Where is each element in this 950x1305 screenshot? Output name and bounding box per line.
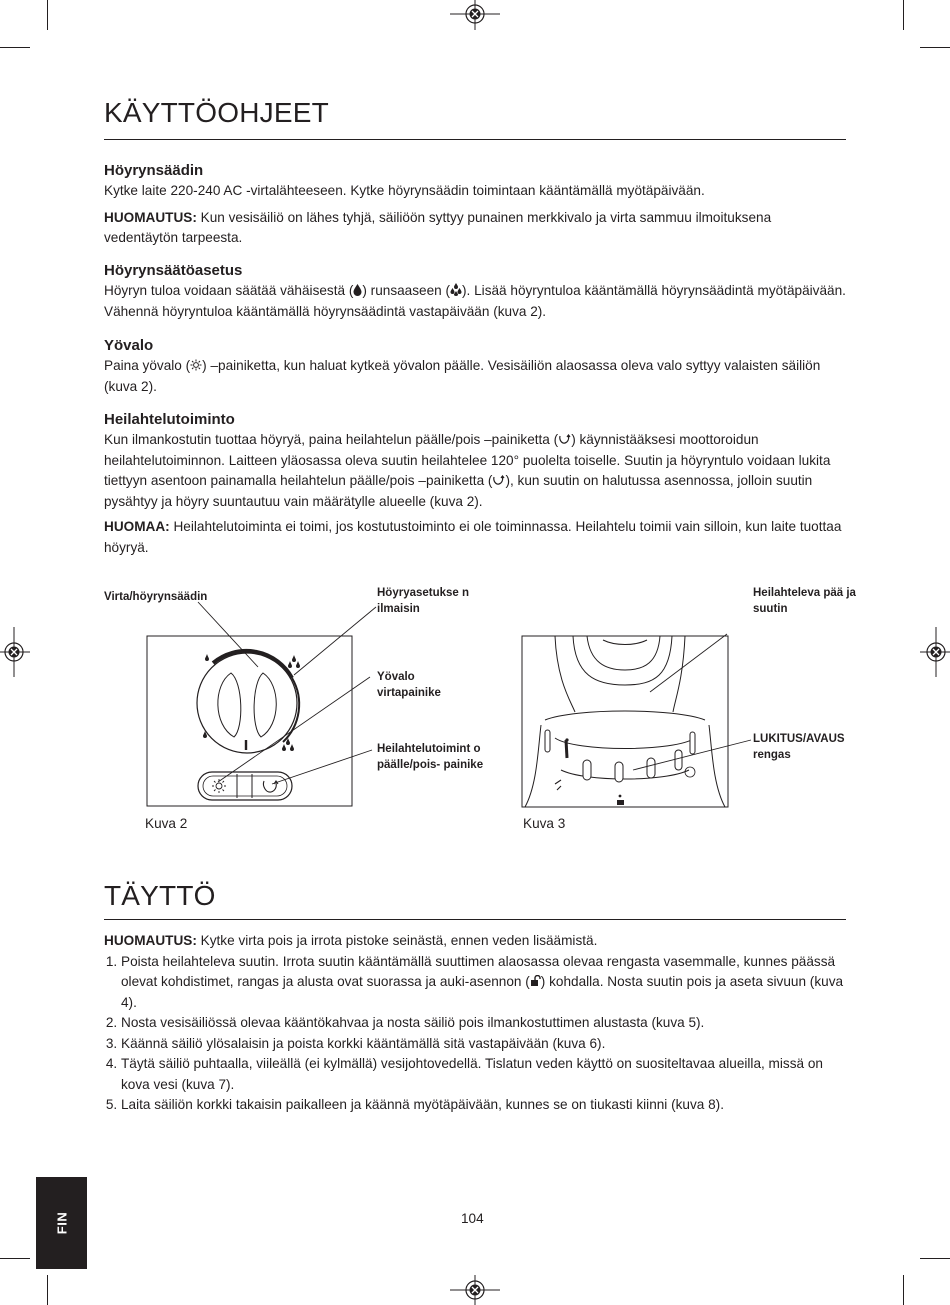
section-heading: Heilahtelutoiminto (104, 411, 235, 428)
section-text (104, 430, 846, 512)
text-part: Paina yövalo ( (104, 358, 191, 373)
fill-step: 5. Laita säiliön korkki takaisin paikalleen ja käännä myötäpäivään, kunnes se on tiukasti kiinni (kuva 8). (121, 1095, 846, 1116)
label-lock-ring: LUKITUS/AVAUS rengas (753, 733, 845, 761)
fill-title: TÄYTTÖ (104, 880, 216, 911)
section-heading: Höyrynsäädin (104, 162, 204, 179)
note-label: HUOMAUTUS: (104, 933, 197, 948)
registration-mark-top (450, 0, 500, 30)
oscillation-icon (492, 474, 505, 486)
note-text: Kytke virta pois ja irrota pistoke seinästä, ennen veden lisäämistä. (200, 933, 598, 948)
text-part: Kun ilmankostutin tuottaa höyryä, paina heilahtelun päälle/pois –painiketta ( (104, 432, 559, 447)
language-tab (36, 1177, 87, 1269)
text-part: Höyryn tuloa voidaan säätää vähäisestä ( (104, 283, 354, 298)
text-part: ) kohdalla. Nosta suutin pois ja aseta sivuun (kuva 4). (121, 974, 844, 1010)
text-part: ) –painiketta, kun haluat kytkeä yövalon päälle. Vesisäiliön alaosassa oleva valo syttyy valaisten säiliön (kuva 2). (104, 358, 821, 394)
unlock-icon (530, 975, 541, 987)
text-part: ) käynnistääksesi moottoroidun heilahtelutoiminnon. Laitteen yläosassa oleva suutin heilahtelee 120° puolelta toiselle. Suutin ja höyryntulo voidaan lukita tiettyyn asentoon painamalla heilahtelun päälle/pois –painiketta ( (104, 432, 831, 488)
label-night-light-button: Yövalo virtapainike (377, 671, 441, 699)
label-power-steam-control: Virta/höyrynsäädin (104, 591, 208, 603)
section-heading: Yövalo (104, 337, 154, 354)
registration-mark-right (920, 627, 950, 677)
label-oscillating-nozzle: Heilahteleva pää ja suutin (753, 587, 856, 615)
title-rule (104, 139, 846, 140)
text-part: ). Lisää höyryntuloa kääntämällä höyrynsäädintä myötäpäivään. Vähennä höyryntuloa kääntämällä höyrynsäädintä vastapäivään (kuva 2). (104, 283, 846, 319)
text-part: Poista heilahteleva suutin. Irrota suutin kääntämällä suuttimen alaosassa olevaa rengasta vasemmalle, kunnes päässä olevat kohdistimet, rangas ja alusta ovat suorassa ja auki-asennon ( (121, 953, 836, 989)
registration-mark-bottom (450, 1275, 500, 1305)
section-night-light (104, 336, 846, 397)
section-heading: Höyrynsäätöasetus (104, 262, 243, 279)
label-steam-indicator: Höyryasetukse n ilmaisin (377, 587, 470, 615)
fill-step-1 (121, 952, 846, 1014)
section-steam-setting (104, 261, 846, 322)
language-tab-label: FIN (54, 1211, 69, 1235)
fill-step: 3. Käännä säiliö ylösalaisin ja poista korkki kääntämällä sitä vastapäivään (kuva 6). (121, 1034, 846, 1055)
section-steam-control (104, 161, 846, 249)
sun-icon (190, 359, 202, 371)
fill-steps-list (104, 952, 846, 1116)
fill-step: 2. Nosta vesisäiliössä olevaa kääntökahvaa ja nosta säiliö pois ilmankostuttimen alustasta (kuva 5). (121, 1013, 846, 1034)
section-text: Kytke laite 220-240 AC -virtalähteeseen. Kytke höyrynsäädin toimintaan kääntämällä myötäpäivään. (104, 183, 705, 198)
fill-note (104, 931, 846, 952)
section-text (104, 356, 846, 397)
oscillation-icon (558, 433, 571, 445)
page-number: 104 (461, 1211, 484, 1226)
page-title: KÄYTTÖOHJEET (104, 97, 329, 128)
text-part: ) runsaaseen ( (362, 283, 451, 298)
figure-2-caption: Kuva 2 (145, 816, 188, 831)
note-paragraph (104, 517, 846, 558)
figure-2-control-panel (140, 600, 390, 810)
note-label: HUOMAA: (104, 519, 170, 534)
note-label: HUOMAUTUS: (104, 209, 197, 225)
registration-mark-left (0, 627, 30, 677)
note-paragraph (104, 208, 846, 249)
fill-title-rule (104, 919, 846, 920)
drops-high-icon (450, 283, 462, 296)
text-part: ), kun suutin on halutussa asennossa, jolloin suutin pysähtyy ja höyry suuntautuu vain määrätylle alueelle (kuva 2). (104, 473, 813, 509)
note-text: Heilahtelutoiminta ei toimi, jos kostutustoiminto ei ole toiminnassa. Heilahtelu toimii vain silloin, kun laite tuottaa höyryä. (104, 519, 842, 555)
figure-3-caption: Kuva 3 (523, 816, 566, 831)
label-oscillation-button: Heilahtelutoimint o päälle/pois- painike (377, 743, 484, 771)
fill-step: 4. Täytä säiliö puhtaalla, viileällä (ei kylmällä) vesijohtovedellä. Tislatun veden käyttö on suositeltavaa alueilla, missä on kova vesi (kuva 7). (121, 1054, 846, 1095)
figure-3-nozzle (515, 600, 755, 810)
fill-section (104, 931, 846, 1116)
section-oscillation (104, 410, 846, 558)
note-text: Kun vesisäiliö on lähes tyhjä, säiliöön syttyy punainen merkkivalo ja virta sammuu ilmoituksena vedentäytön tarpeesta. (104, 209, 772, 245)
section-text (104, 281, 846, 322)
